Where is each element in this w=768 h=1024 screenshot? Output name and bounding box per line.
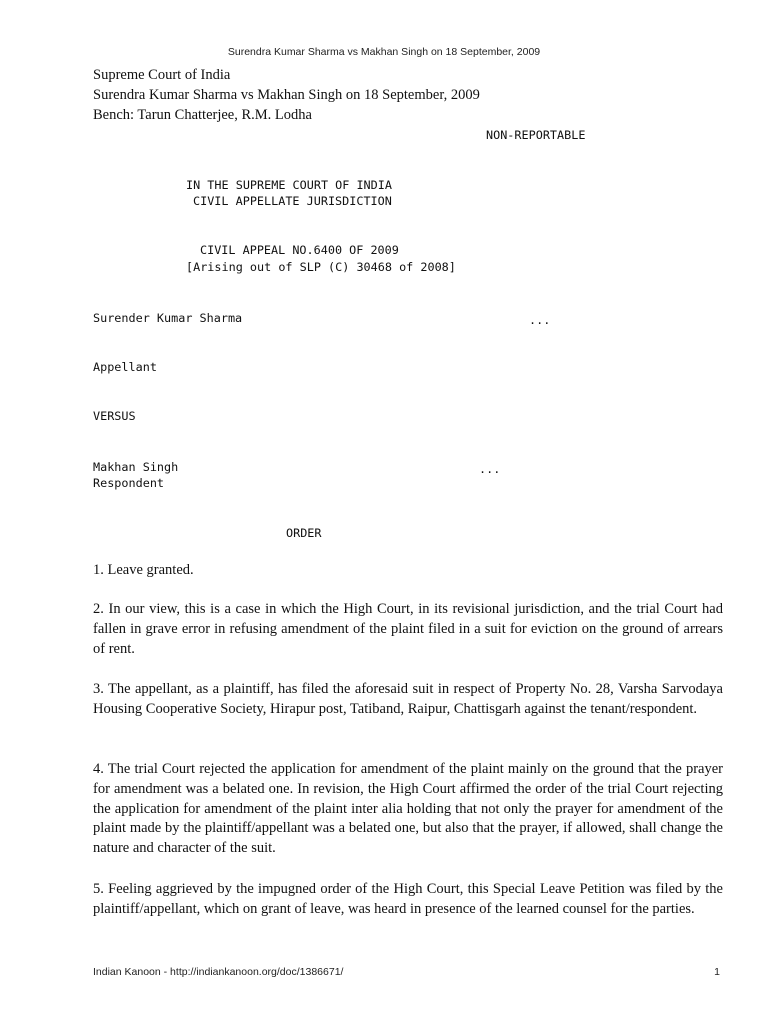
paragraph-2: 2. In our view, this is a case in which the High Court, in its revisional jurisdiction, and the trial Court had fallen in grave error in refusing amendment of the plaint filed in a suit for eviction on the ground of arrears of rent.: [93, 601, 723, 657]
appeal-number: CIVIL APPEAL NO.6400 OF 2009: [200, 243, 399, 257]
court-name: Supreme Court of India: [93, 67, 231, 83]
court-line: IN THE SUPREME COURT OF INDIA: [186, 178, 392, 192]
case-title: Surendra Kumar Sharma vs Makhan Singh on 18 September, 2009: [93, 86, 480, 103]
paragraph-5: 5. Feeling aggrieved by the impugned order of the High Court, this Special Leave Petition was filed by the plaintiff/appellant, which on grant of leave, was heard in presence of the learned counsel for the parties.: [93, 881, 723, 917]
paragraph-1: 1. Leave granted.: [93, 562, 194, 578]
non-reportable-label: NON-REPORTABLE: [486, 128, 586, 142]
paragraph-3: 3. The appellant, as a plaintiff, has filed the aforesaid suit in respect of Property No. 28, Varsha Sarvodaya Housing Cooperative Society, Hirapur post, Tatiband, Raipur, Chattisgarh against the tenant/respondent.: [93, 681, 723, 717]
jurisdiction-line: CIVIL APPELLATE JURISDICTION: [193, 194, 392, 208]
respondent-dots: ...: [479, 462, 501, 476]
page-number: 1: [714, 966, 720, 978]
appellant-label: Appellant: [93, 360, 157, 374]
versus-label: VERSUS: [93, 409, 136, 423]
paragraph-4: 4. The trial Court rejected the application for amendment of the plaint mainly on the ground that the prayer for amendment was a belated one. In revision, the High Court affirmed the order of the trial Court rejecting the application for amendment of the plaint inter alia holding that not only the prayer for amendment of the plaint made by the plaintiff/appellant was a belated one, but also that the prayer, if allowed, shall change the nature and character of the suit.: [93, 761, 723, 857]
bench: Bench: Tarun Chatterjee, R.M. Lodha: [93, 106, 312, 123]
footer-source: Indian Kanoon - http://indiankanoon.org/doc/1386671/: [93, 966, 344, 978]
order-title: ORDER: [286, 526, 322, 540]
case-heading: [93, 66, 480, 125]
appellant-name: Surender Kumar Sharma: [93, 311, 243, 325]
respondent-name: Makhan Singh: [93, 460, 179, 474]
respondent-label: Respondent: [93, 476, 165, 490]
running-header: Surendra Kumar Sharma vs Makhan Singh on 18 September, 2009: [227, 46, 541, 58]
appellant-dots: ...: [529, 313, 551, 327]
arising-out-of: [Arising out of SLP (C) 30468 of 2008]: [186, 260, 456, 274]
